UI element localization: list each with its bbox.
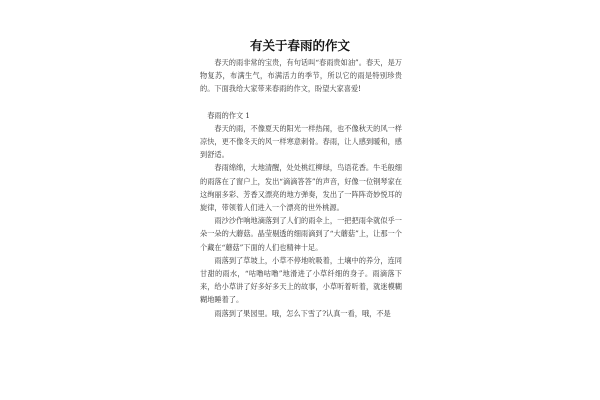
- section-heading: 春雨的作文 1: [207, 110, 250, 120]
- body-paragraph: 雨落到了草坡上，小草不停地吮吸着，土壤中的养分，连同甘甜的雨水，“咕噜咕噜”地滑进了小草纤细的身子。雨滴落下来，给小草讲了好多好多天上的故事，小草听着听着，就迷模糊糊地睡着了。: [200, 255, 402, 305]
- document-title: 有关于春雨的作文: [249, 38, 350, 53]
- body-paragraph: 春天的雨，不像夏天的阳光一样热闹，也不像秋天的风一样凉快，更不像冬天的风一样寒意刺骨。春雨，让人感到暖和，感到舒适。: [200, 123, 402, 160]
- document-body: [200, 56, 402, 320]
- intro-paragraph: 春天的雨非常的宝贵，有句话叫“春雨贵如油”。春天，是万物复苏，布满生气，布满活力的季节，所以它的雨是特别珍贵的。下面我给大家带来春雨的作文，盼望大家喜爱!: [200, 58, 402, 94]
- body-paragraph: 雨落到了果园里。哦，怎么下雪了?认真一看，哦，不是: [214, 308, 391, 318]
- body-paragraph: 雨沙沙作响地滴落到了人们的雨伞上，一把把雨伞就似乎一朵一朵的大蘑菇。晶莹剔透的细雨滴到了“大蘑菇”上，让那一个个藏在“蘑菇”下面的人们也精神十足。: [200, 216, 402, 252]
- body-paragraph: 春雨绵绵，大地清醒，处处桃红柳绿，鸟语花香。牛毛般细的雨落在了窗户上，发出“滴滴答答”的声音，好像一位钢琴家在这绚丽多彩、芳香又漂亮的地方弹奏，发出了一阵阵奇妙悦耳的旋律，带领着人们进入一个漂亮的世外桃源。: [200, 163, 402, 213]
